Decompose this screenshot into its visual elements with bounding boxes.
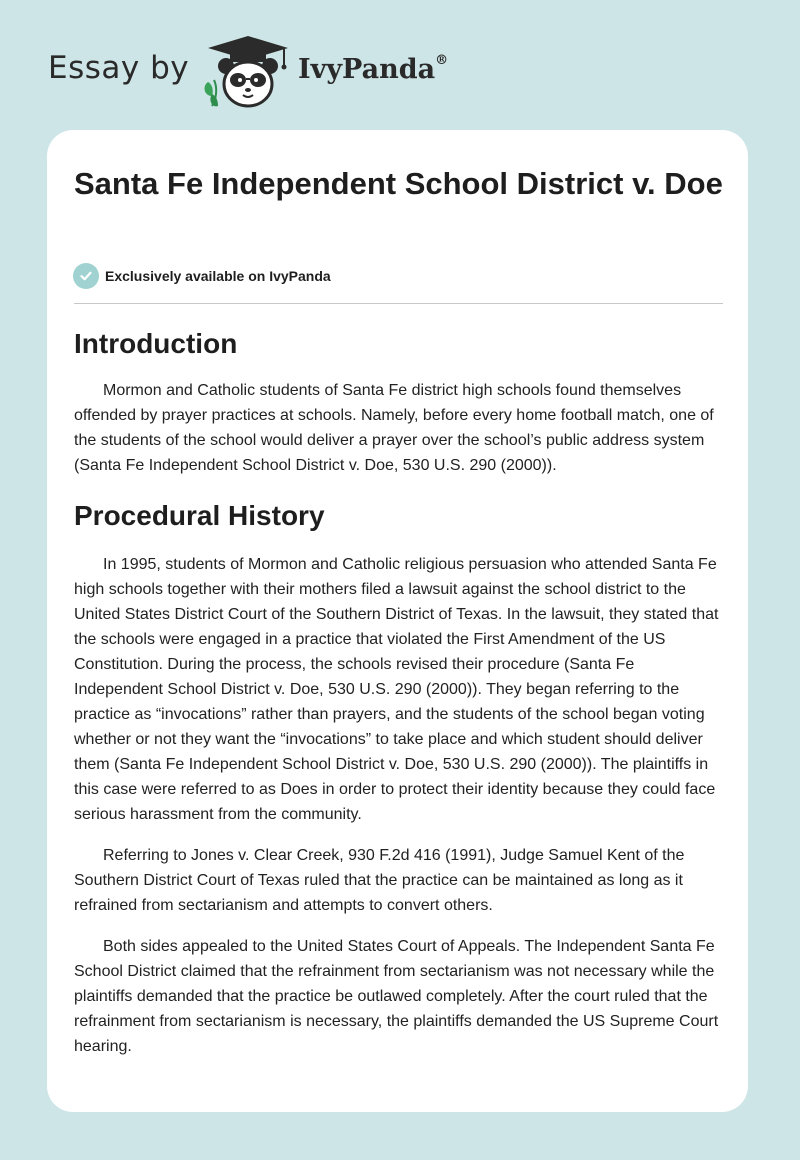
registered-mark: ® bbox=[435, 53, 449, 68]
paragraph: In 1995, students of Mormon and Catholic religious persuasion who attended Santa Fe high schools together with their mothers filed a lawsuit against the school district to the United States District Court of the Southern District of Texas. In the lawsuit, they stated that the schools were engaged in a practice that violated the First Amendment of the US Constitution. During the process, the schools revised their procedure (Santa Fe Independent School District v. Doe, 530 U.S. 290 (2000)). They began referring to the practice as “invocations” rather than prayers, and the students of the school began voting whether or not they want the “invocations” to take place and which student should deliver them (Santa Fe Independent School District v. Doe, 530 U.S. 290 (2000)). The plaintiffs in this case were referred to as Does in order to protect their identity because they could face serious harassment from the community. bbox=[74, 556, 719, 823]
essay-by-label: Essay by bbox=[48, 50, 190, 86]
site-header bbox=[48, 30, 508, 110]
section-heading: Procedural History bbox=[74, 500, 325, 531]
paragraph: Both sides appealed to the United States Court of Appeals. The Independent Santa Fe School District claimed that the refrainment from sectarianism was not necessary while the plaintiffs demanded that the practice be outlawed completely. After the court ruled that the refrainment from sectarianism is necessary, the plaintiffs demanded the US Supreme Court hearing. bbox=[74, 938, 719, 1055]
paragraph: Referring to Jones v. Clear Creek, 930 F.2d 416 (1991), Judge Samuel Kent of the Southern District Court of Texas ruled that the practice can be maintained as long as it refrained from sectarianism and attempts to convert others. bbox=[74, 847, 685, 914]
section-procedural-history bbox=[74, 498, 726, 1059]
check-circle-icon bbox=[73, 263, 99, 289]
section-heading: Introduction bbox=[74, 328, 238, 359]
section-introduction bbox=[74, 326, 726, 478]
panda-graduate-icon[interactable] bbox=[200, 34, 296, 110]
brand-name[interactable] bbox=[298, 54, 448, 85]
brand-text: IvyPanda bbox=[298, 54, 436, 85]
exclusive-badge-label: Exclusively available on IvyPanda bbox=[105, 268, 331, 284]
exclusive-badge bbox=[73, 263, 331, 289]
paragraph: Mormon and Catholic students of Santa Fe district high schools found themselves offended by prayer practices at schools. Namely, before every home football match, one of the students of the school would deliver a prayer over the school’s public address system (Santa Fe Independent School District v. Doe, 530 U.S. 290 (2000)). bbox=[74, 382, 714, 474]
essay-body bbox=[74, 326, 726, 1059]
essay-card bbox=[47, 130, 748, 1112]
essay-title: Santa Fe Independent School District v. Doe bbox=[74, 166, 723, 201]
title-divider bbox=[74, 303, 723, 304]
